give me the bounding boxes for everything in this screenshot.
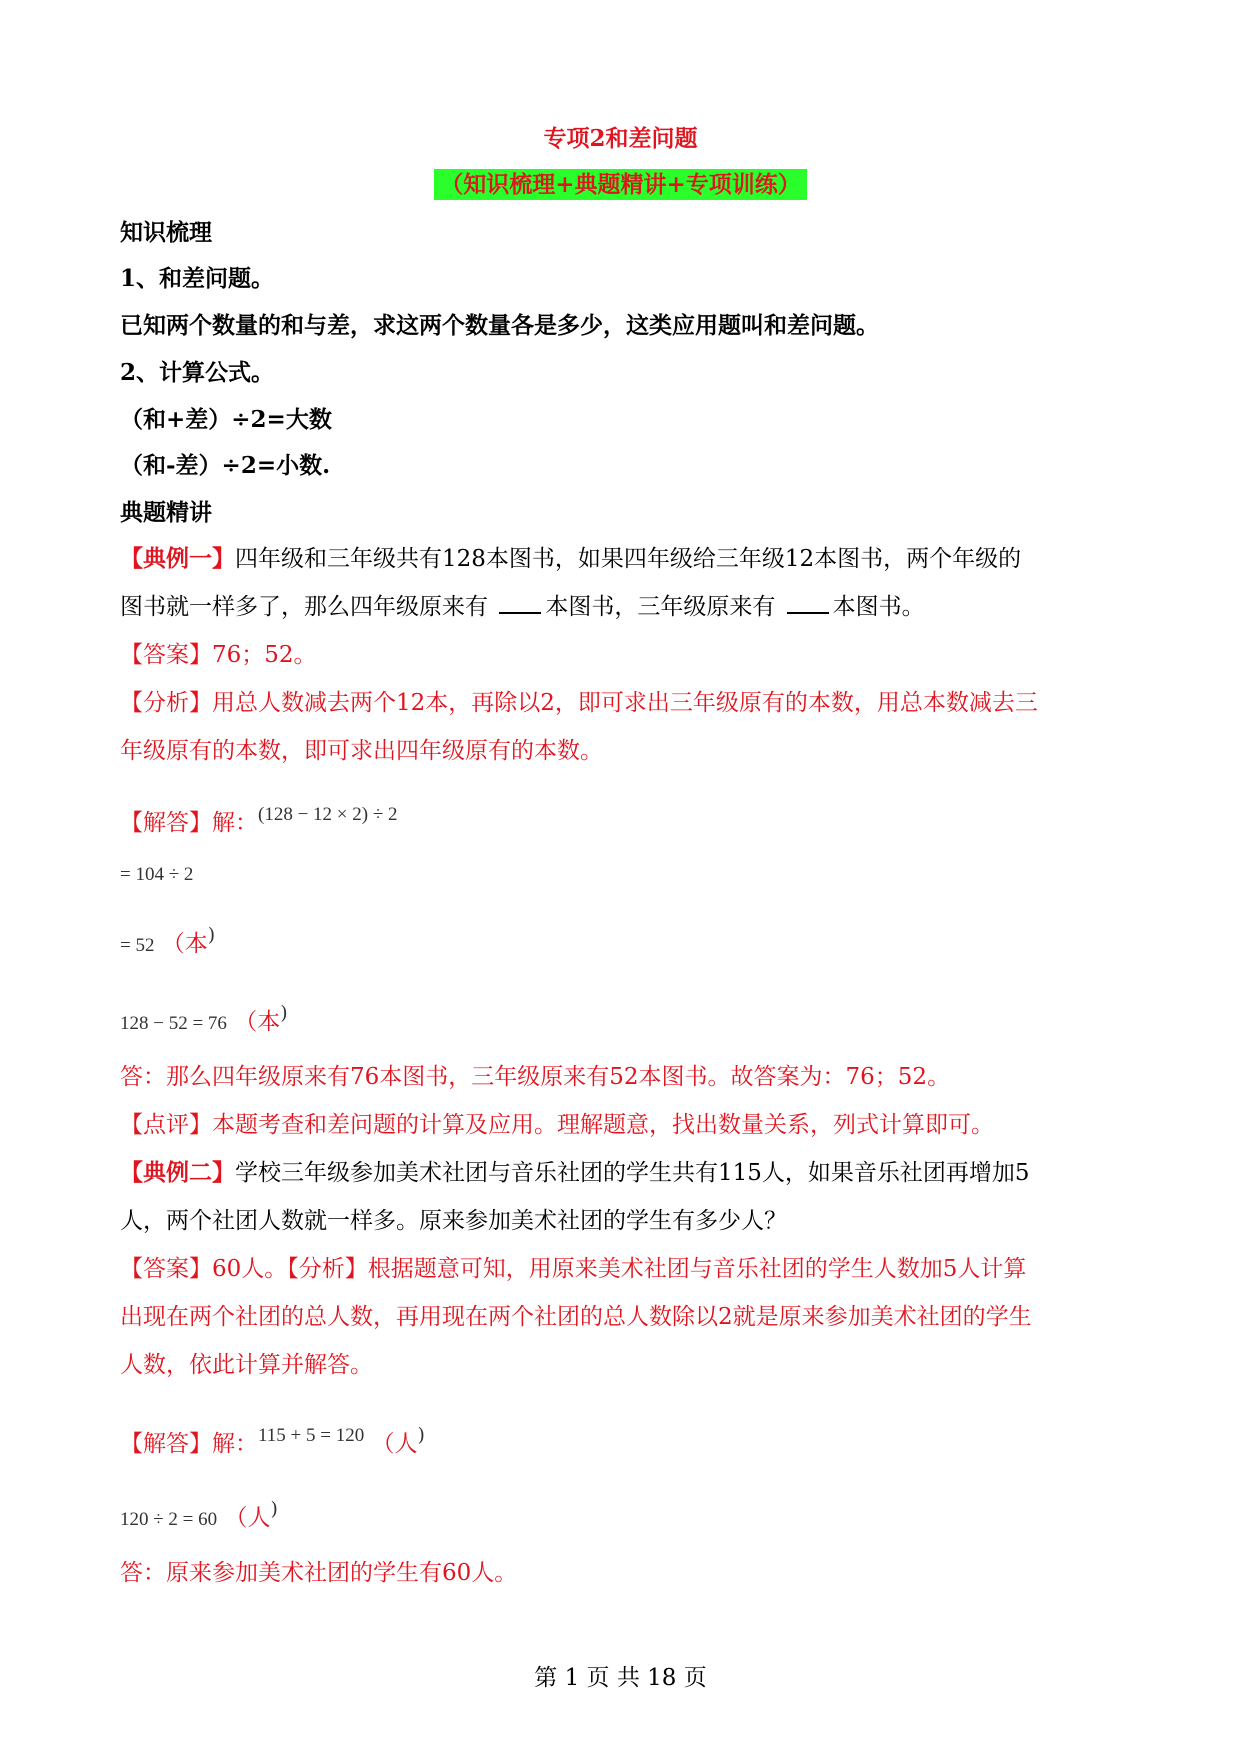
example1-question-line2 — [120, 592, 1130, 622]
page-footer: 第 1 页 共 18 页 — [534, 1665, 707, 1691]
document-title: 专项2和差问题 — [543, 125, 698, 152]
example1-text-line2b: 本图书，三年级原来有 — [545, 594, 776, 620]
example1-step4-unit: （本 — [234, 1009, 281, 1035]
example1-step3-unit: （本 — [161, 931, 208, 957]
example1-step1: (128 − 12 × 2) ÷ 2 — [258, 804, 398, 825]
formula-small-number: （和-差）÷2=小数. — [120, 452, 331, 479]
example1-text-line2a: 图书就一样多了，那么四年级原来有 — [120, 594, 488, 620]
example1-final-answer: 答：那么四年级原来有76本图书，三年级原来有52本图书。故答案为：76；52。 — [120, 1064, 951, 1090]
example2-step2-line — [120, 1494, 1130, 1535]
example1-step4-line — [120, 998, 1130, 1039]
example1-question-line1 — [120, 544, 1130, 574]
answer-blank-2 — [787, 594, 829, 614]
example2-analysis-line2: 出现在两个社团的总人数，再用现在两个社团的总人数除以2就是原来参加美术社团的学生 — [120, 1304, 1032, 1330]
example1-analysis-line1: 【分析】用总人数减去两个12本，再除以2，即可求出三年级原有的本数，用总本数减去三 — [120, 690, 1038, 716]
example2-solution — [120, 1420, 1130, 1459]
example1-answer: 【答案】76；52。 — [120, 642, 317, 668]
example1-text-line2c: 本图书。 — [832, 594, 925, 620]
example1-step2: = 104 ÷ 2 — [120, 864, 194, 885]
example1-solution-label: 【解答】解： — [120, 810, 258, 836]
example2-question-line1 — [120, 1158, 1130, 1188]
example1-tag: 【典例一】 — [120, 545, 235, 572]
example1-solution — [120, 800, 1130, 838]
example1-analysis-line2: 年级原有的本数，即可求出四年级原有的本数。 — [120, 738, 603, 764]
example2-text-line1: 学校三年级参加美术社团与音乐社团的学生共有115人，如果音乐社团再增加5 — [235, 1160, 1030, 1186]
example2-step2-unit: （人 — [224, 1505, 271, 1531]
example1-step3-paren: ) — [207, 924, 216, 946]
subtitle-highlight: （知识梳理+典题精讲+专项训练） — [434, 169, 807, 200]
knowledge-item-1: 1、和差问题。 — [120, 265, 275, 292]
knowledge-item-2: 2、计算公式。 — [120, 359, 275, 386]
formula-big-number: （和+差）÷2=大数 — [120, 406, 332, 433]
knowledge-heading: 知识梳理 — [120, 219, 212, 246]
example1-step2-line — [120, 858, 1130, 890]
example1-step3-line — [120, 920, 1130, 961]
example2-question-line2: 人，两个社团人数就一样多。原来参加美术社团的学生有多少人？ — [120, 1208, 787, 1234]
example2-tag: 【典例二】 — [120, 1159, 235, 1186]
example2-final-answer: 答：原来参加美术社团的学生有60人。 — [120, 1560, 518, 1586]
example2-step1-unit: （人 — [371, 1431, 418, 1457]
example1-step4-paren: ) — [280, 1002, 288, 1024]
example1-comment: 【点评】本题考查和差问题的计算及应用。理解题意，找出数量关系，列式计算即可。 — [120, 1112, 994, 1138]
example2-step2: 120 ÷ 2 = 60 — [120, 1509, 218, 1530]
example2-solution-label: 【解答】解： — [120, 1431, 258, 1457]
example2-analysis-line3: 人数，依此计算并解答。 — [120, 1352, 373, 1378]
example2-answer-analysis-line1: 【答案】60人。【分析】根据题意可知，用原来美术社团与音乐社团的学生人数加5人计算 — [120, 1256, 1027, 1282]
example2-step2-paren: ) — [270, 1498, 278, 1520]
answer-blank-1 — [499, 594, 541, 614]
examples-heading: 典题精讲 — [120, 499, 212, 526]
example1-step3: = 52 — [120, 935, 155, 956]
example1-step4: 128 − 52 = 76 — [120, 1013, 227, 1034]
example2-step1-paren: ) — [417, 1424, 425, 1446]
example1-text-line1: 四年级和三年级共有128本图书，如果四年级给三年级12本图书，两个年级的 — [235, 546, 1022, 572]
example2-step1: 115 + 5 = 120 — [258, 1425, 365, 1446]
document-subtitle — [0, 166, 1241, 199]
knowledge-definition: 已知两个数量的和与差，求这两个数量各是多少，这类应用题叫和差问题。 — [120, 312, 879, 339]
